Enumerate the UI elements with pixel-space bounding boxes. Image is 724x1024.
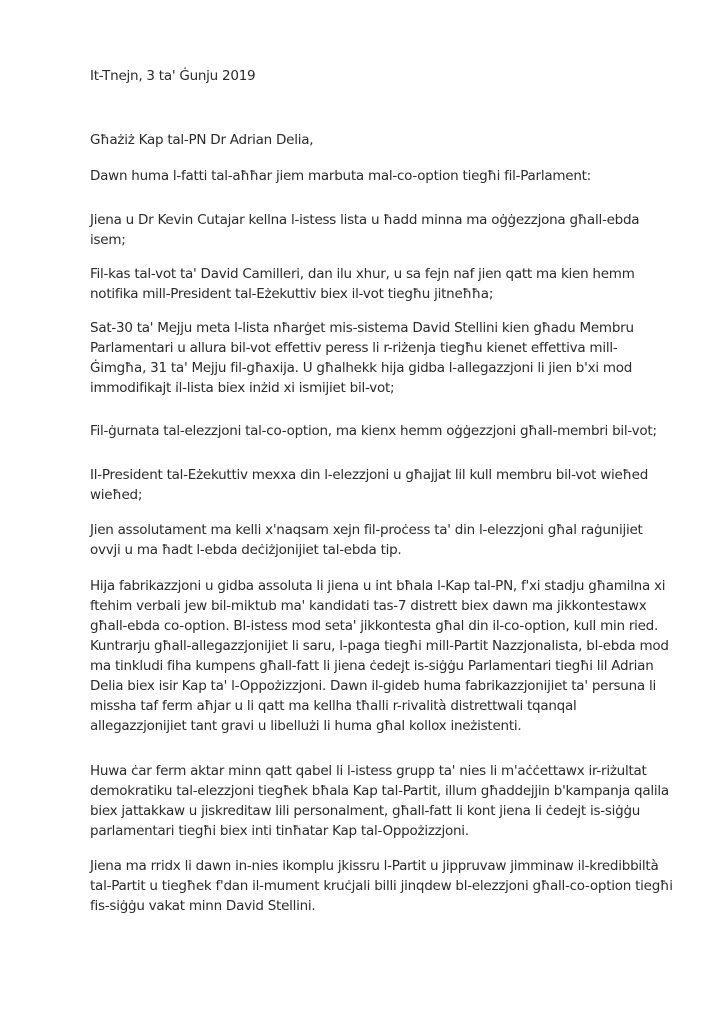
paragraph-line: Fil-kas tal-vot ta' David Camilleri, dan ilu xhur, u sa fejn naf jien qatt ma kien hemm [90,266,635,282]
paragraph-no-involvement [90,520,650,560]
paragraph-line: allegazzjonijiet tant gravi u libellużi li huma għal kollox ineżistenti. [90,718,522,734]
paragraph-line: Dawn huma l-fatti tal-aħħar jiem marbuta mal-co-option tiegħi fil-Parlament: [90,168,591,184]
paragraph-line: Huwa ċar ferm aktar minn qatt qabel li l-istess grupp ta' nies li m'aċċettawx ir-riżultat [90,763,647,779]
paragraph-stellini-list [90,318,650,398]
paragraph-line: immodifikajt il-lista biex inżid xi ismijiet bil-vot; [90,380,395,396]
paragraph-camilleri-vote [90,264,650,304]
paragraph-line: Sat-30 ta' Mejju meta l-lista nħarġet mis-sistema David Stellini kien għadu Membru [90,320,634,336]
paragraph-line: Jiena u Dr Kevin Cutajar kellna l-istess lista u ħadd minna ma oġġezzjona għall-ebda [90,212,640,228]
paragraph-line: notifika mill-President tal-Eżekuttiv biex il-vot tiegħu jitneħħa; [90,286,494,302]
paragraph-line: parlamentari tiegħi biex inti tinħatar Kap tal-Oppożizzjoni. [90,823,469,839]
letter-salutation-text: Għażiż Kap tal-PN Dr Adrian Delia, [90,132,314,148]
paragraph-president-led [90,465,650,505]
paragraph-line: għall-ebda co-option. Bl-istess mod seta' jikkontesta għal din il-co-option, kull min ried. [90,618,659,634]
paragraph-line: Il-President tal-Eżekuttiv mexxa din l-elezzjoni u għajjat lil kull membru bil-vot wieħed [90,467,649,483]
paragraph-no-objection [90,421,657,441]
paragraph-line: Hija fabrikazzjoni u gidba assoluta li jiena u int bħala l-Kap tal-PN, f'xi stadju għamilna xi [90,578,666,594]
paragraph-line: fis-siġġu vakat minn David Stellini. [90,898,316,914]
paragraph-line: Jien assolutament ma kelli x'naqsam xejn fil-proċess ta' din l-elezzjoni għal raġunijiet [90,522,643,538]
paragraph-line: Kuntrarju għall-allegazzjonijiet li saru, l-paga tiegħi mill-Partit Nazzjonalista, bl-ebda mod [90,638,669,654]
paragraph-line: Jiena ma rridx li dawn in-nies ikomplu jkissru l-Partit u jippruvaw jimminaw il-kredibbiltà [90,858,659,874]
paragraph-line: demokratiku tal-elezzjoni tiegħek bħala Kap tal-Partit, illum għaddejjin b'kampanja qalila [90,783,669,799]
paragraph-line: isem; [90,232,126,248]
paragraph-line: ftehim verbali jew bil-miktub ma' kandidati tas-7 distrett biex dawn ma jikkontestawx [90,598,647,614]
paragraph-line: wieħed; [90,487,143,503]
paragraph-intro [90,166,650,186]
paragraph-line: biex jattakkaw u jiskreditaw lili personalment, għall-fatt li kont jiena li ċedejt is-siġġu [90,803,641,819]
paragraph-fabrication [90,576,669,736]
letter-salutation [90,130,650,150]
paragraph-line: missha taf ferm aħjar u li qatt ma kellha tħalli r-rivalità distrettwali tqanqal [90,698,577,714]
paragraph-line: tal-Partit u tiegħek f'dan il-mument kruċjali billi jinqdew bl-elezzjoni għall-co-option tiegħi [90,878,673,894]
paragraph-closing [90,856,673,916]
paragraph-campaign [90,761,669,841]
paragraph-line: ma tinkludi fiha kumpens għall-fatt li jiena ċedejt is-siġġu Parlamentari tiegħi lil Adrian [90,658,654,674]
paragraph-line: Ġimgħa, 31 ta' Mejju fil-għaxija. U għalhekk hija gidba l-allegazzjoni li jien b'xi mod [90,360,633,376]
letter-date-text: It-Tnejn, 3 ta' Ġunju 2019 [90,68,256,84]
letter-date [90,66,650,86]
paragraph-line: Delia biex isir Kap ta' l-Oppożizzjoni. Dawn il-gideb huma fabrikazzjonijiet ta' persuna li [90,678,656,694]
paragraph-line: Fil-ġurnata tal-elezzjoni tal-co-option, ma kienx hemm oġġezzjoni għall-membri bil-vot; [90,423,657,439]
paragraph-same-list [90,210,650,250]
paragraph-line: Parlamentari u allura bil-vot effettiv peress li r-riżenja tiegħu kienet effettiva mill- [90,340,618,356]
paragraph-line: ovvji u ma ħadt l-ebda deċiżjonijiet tal-ebda tip. [90,542,402,558]
